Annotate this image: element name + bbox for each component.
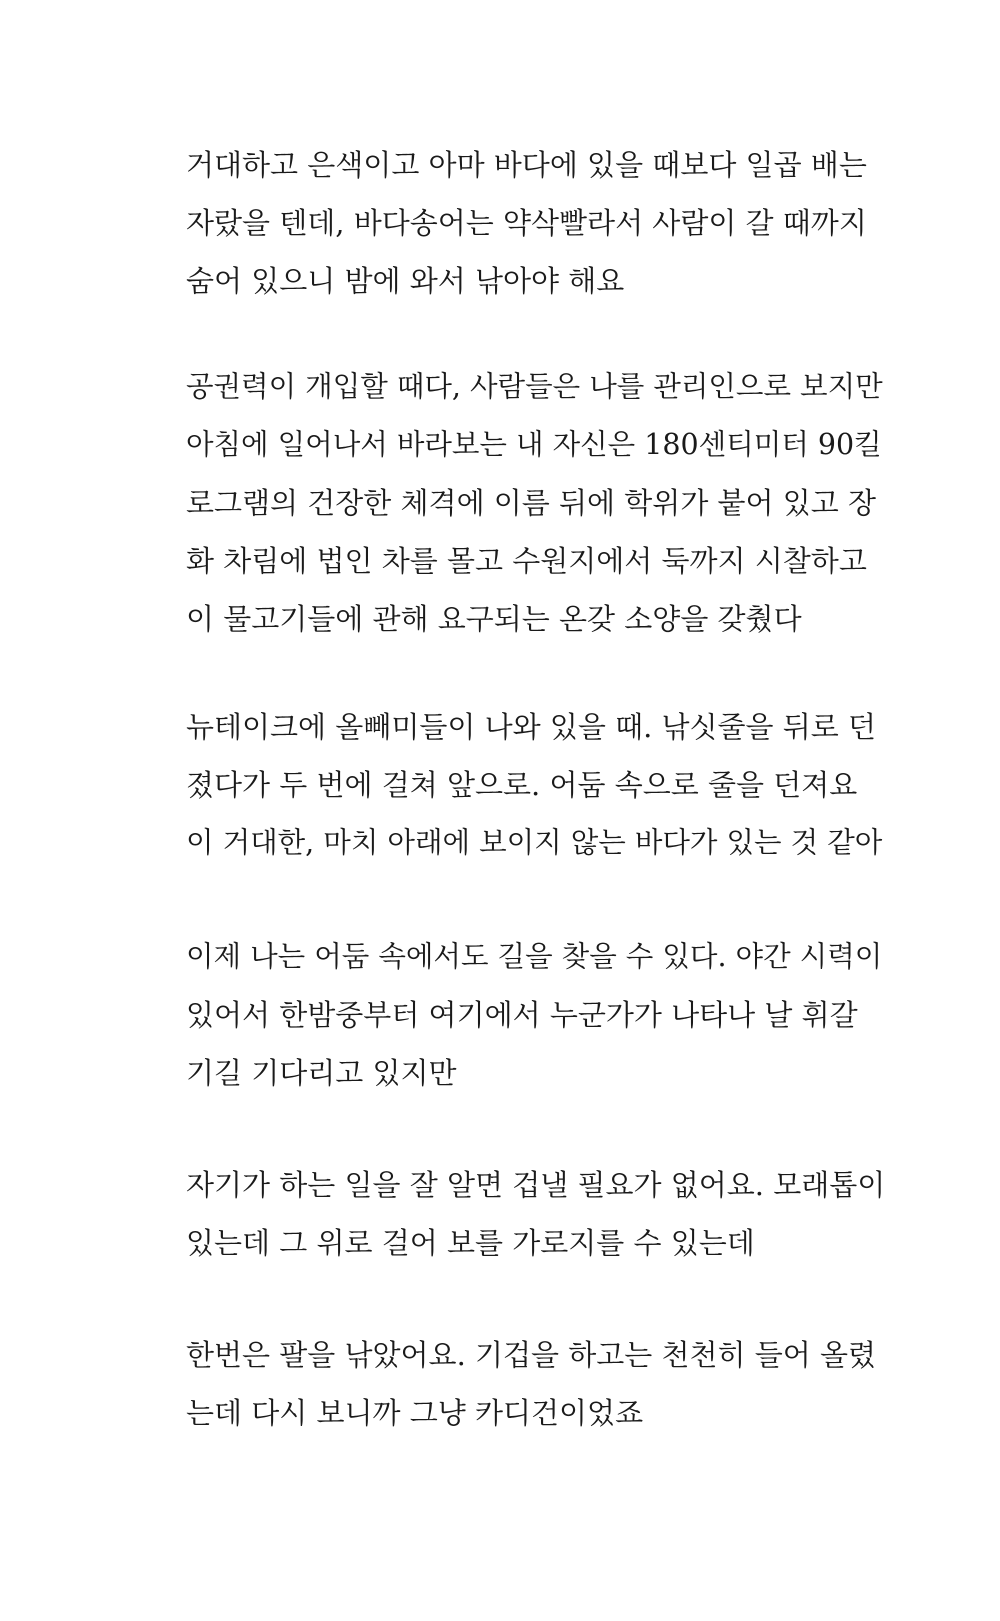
paragraph-6	[186, 1326, 886, 1442]
paragraph-1	[186, 136, 886, 310]
paragraph-5	[186, 1156, 886, 1272]
text-line: 숨어 있으니 밤에 와서 낚아야 해요	[186, 264, 625, 298]
text-line: 졌다가 두 번에 걸쳐 앞으로. 어둠 속으로 줄을 던져요	[186, 768, 858, 802]
text-line: 화 차림에 법인 차를 몰고 수원지에서 둑까지 시찰하고	[186, 544, 867, 578]
text-line: 있어서 한밤중부터 여기에서 누군가가 나타나 날 휘갈	[186, 998, 858, 1032]
text-line: 뉴테이크에 올빼미들이 나와 있을 때. 낚싯줄을 뒤로 던	[186, 710, 877, 744]
text-line: 한번은 팔을 낚았어요. 기겁을 하고는 천천히 들어 올렸	[186, 1338, 877, 1372]
paragraph-3	[186, 698, 886, 872]
text-line: 이제 나는 어둠 속에서도 길을 찾을 수 있다. 야간 시력이	[186, 940, 883, 973]
text-line: 이 물고기들에 관해 요구되는 온갖 소양을 갖췄다	[186, 602, 802, 636]
paragraph-2	[186, 358, 886, 648]
text-line: 로그램의 건장한 체격에 이름 뒤에 학위가 붙어 있고 장	[186, 486, 877, 520]
text-line: 자랐을 텐데, 바다송어는 약삭빨라서 사람이 갈 때까지	[186, 206, 867, 240]
text-line: 기길 기다리고 있지만	[186, 1056, 457, 1090]
text-line: 자기가 하는 일을 잘 알면 겁낼 필요가 없어요. 모래톱이	[186, 1168, 886, 1202]
text-line: 공권력이 개입할 때다, 사람들은 나를 관리인으로 보지만	[186, 370, 883, 403]
text-line: 는데 다시 보니까 그냥 카디건이었죠	[186, 1396, 644, 1430]
paragraph-4	[186, 928, 886, 1102]
text-line: 아침에 일어나서 바라보는 내 자신은 180센티미터 90킬	[186, 428, 882, 461]
text-line: 있는데 그 위로 걸어 보를 가로지를 수 있는데	[186, 1226, 755, 1260]
text-line: 이 거대한, 마치 아래에 보이지 않는 바다가 있는 것 같아	[186, 826, 883, 859]
text-line: 거대하고 은색이고 아마 바다에 있을 때보다 일곱 배는	[186, 148, 867, 182]
